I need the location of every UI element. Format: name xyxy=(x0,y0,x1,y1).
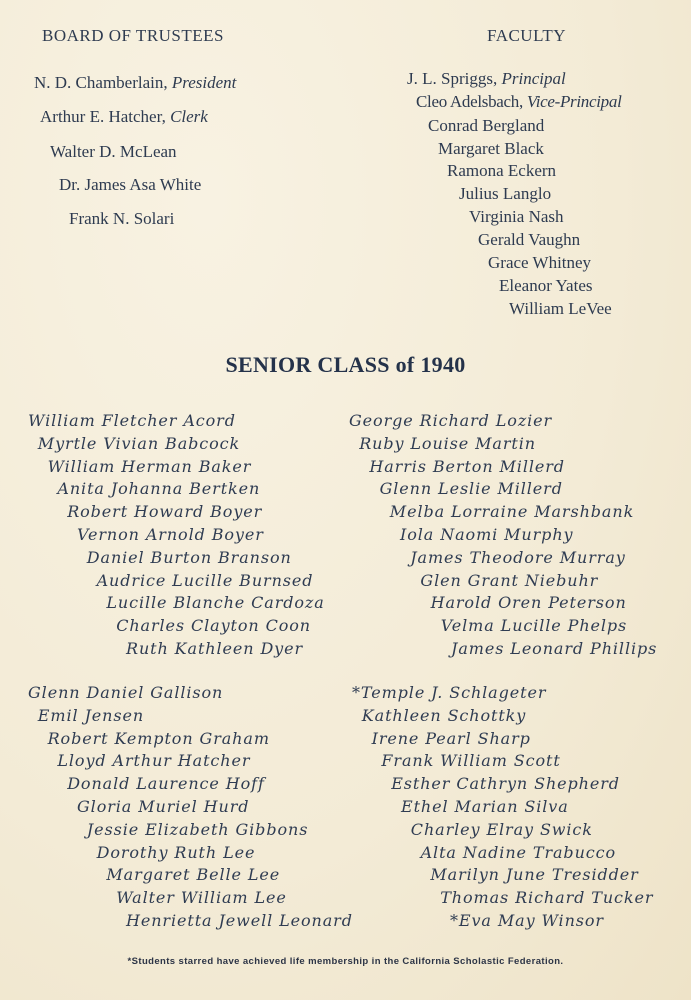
trustee-name: N. D. Chamberlain, xyxy=(34,73,168,92)
faculty-line xyxy=(488,253,591,273)
student-name: *Temple J. Schlageter xyxy=(352,683,547,702)
student-name: Glen Grant Niebuhr xyxy=(420,570,599,590)
student-name: William Fletcher Acord xyxy=(28,411,236,430)
faculty-line xyxy=(407,69,566,89)
student-name: Ruth Kathleen Dyer xyxy=(126,639,304,658)
student-name: Thomas Richard Tucker xyxy=(440,888,654,908)
student-name: Marilyn June Tresidder xyxy=(430,865,639,885)
student-name: Melba Lorraine Marshbank xyxy=(389,502,635,522)
footnote: *Students starred have achieved life membership in the California Scholastic Federation. xyxy=(127,956,564,967)
trustee-name: Frank N. Solari xyxy=(69,209,175,228)
student-name: Charley Elray Swick xyxy=(410,819,593,839)
student-name: Ruby Louise Martin xyxy=(359,433,536,453)
trustee-name: Walter D. McLean xyxy=(50,142,177,161)
trustee-name: Arthur E. Hatcher, xyxy=(40,107,166,126)
student-name: *Eva May Winsor xyxy=(450,911,604,930)
trustee-line xyxy=(50,142,177,162)
student-name: Dorothy Ruth Lee xyxy=(96,842,256,862)
student-name: Myrtle Vivian Babcock xyxy=(37,433,241,453)
faculty-line xyxy=(447,161,556,181)
faculty-line xyxy=(428,116,544,136)
student-name: Gloria Muriel Hurd xyxy=(77,797,250,816)
faculty-name: Virginia Nash xyxy=(469,207,564,226)
student-name: Ethel Marian Silva xyxy=(401,797,569,816)
faculty-line xyxy=(469,207,564,227)
student-name: Alta Nadine Trabucco xyxy=(420,842,617,862)
trustees-heading: BOARD OF TRUSTEES xyxy=(42,26,224,45)
faculty-line xyxy=(416,92,622,112)
student-name: Robert Kempton Graham xyxy=(47,728,270,748)
trustee-role: President xyxy=(171,73,237,92)
student-name: James Leonard Phillips xyxy=(451,639,658,658)
faculty-name: Margaret Black xyxy=(438,139,544,158)
trustee-role: Clerk xyxy=(170,107,208,126)
student-name: Lucille Blanche Cardoza xyxy=(106,593,325,613)
student-name: William Herman Baker xyxy=(47,456,252,476)
faculty-name: William LeVee xyxy=(509,299,612,318)
student-name: James Theodore Murray xyxy=(410,547,626,567)
faculty-role: Vice-Principal xyxy=(526,92,622,111)
student-name: Audrice Lucille Burnsed xyxy=(96,570,314,590)
trustee-line xyxy=(34,73,236,93)
student-name: Harris Berton Millerd xyxy=(369,456,565,476)
faculty-name: Conrad Bergland xyxy=(428,116,545,135)
student-name: Kathleen Schottky xyxy=(361,705,527,725)
faculty-name: Eleanor Yates xyxy=(499,276,593,295)
student-name: Walter William Lee xyxy=(116,888,287,908)
student-name: Emil Jensen xyxy=(37,705,145,725)
faculty-line xyxy=(478,230,580,250)
student-name: Henrietta Jewell Leonard xyxy=(126,911,353,930)
student-name: Iola Naomi Murphy xyxy=(400,525,574,544)
student-name: Frank William Scott xyxy=(381,751,561,771)
trustee-line xyxy=(69,209,174,229)
student-name: Lloyd Arthur Hatcher xyxy=(57,751,251,771)
faculty-name: J. L. Spriggs, xyxy=(407,69,498,88)
student-name: Irene Pearl Sharp xyxy=(371,728,531,748)
student-name: Harold Oren Peterson xyxy=(430,593,627,613)
faculty-line xyxy=(499,276,592,296)
student-name: Glenn Leslie Millerd xyxy=(379,479,563,499)
student-name: Margaret Belle Lee xyxy=(106,865,281,885)
student-name: Esther Cathryn Shepherd xyxy=(391,774,620,794)
faculty-name: Gerald Vaughn xyxy=(478,230,581,249)
faculty-name: Cleo Adelsbach, xyxy=(416,92,523,111)
student-name: George Richard Lozier xyxy=(349,411,553,430)
faculty-name: Ramona Eckern xyxy=(447,161,557,180)
faculty-name: Grace Whitney xyxy=(488,253,592,272)
faculty-line xyxy=(509,299,612,319)
student-name: Robert Howard Boyer xyxy=(67,502,263,522)
faculty-line xyxy=(459,184,551,204)
senior-class-title: SENIOR CLASS of 1940 xyxy=(225,352,466,377)
faculty-role: Principal xyxy=(501,69,566,88)
student-name: Glenn Daniel Gallison xyxy=(28,683,224,702)
trustee-name: Dr. James Asa White xyxy=(59,175,202,194)
trustee-line xyxy=(59,175,201,195)
student-name: Vernon Arnold Boyer xyxy=(77,525,264,544)
faculty-name: Julius Langlo xyxy=(459,184,552,203)
student-name: Donald Laurence Hoff xyxy=(67,774,265,794)
faculty-heading: FACULTY xyxy=(487,26,567,45)
trustee-line xyxy=(40,107,208,127)
student-name: Velma Lucille Phelps xyxy=(440,616,628,636)
student-name: Anita Johanna Bertken xyxy=(57,479,261,499)
student-name: Daniel Burton Branson xyxy=(86,547,292,567)
student-name: Charles Clayton Coon xyxy=(116,616,312,636)
student-name: Jessie Elizabeth Gibbons xyxy=(86,819,309,839)
faculty-line xyxy=(438,139,544,159)
